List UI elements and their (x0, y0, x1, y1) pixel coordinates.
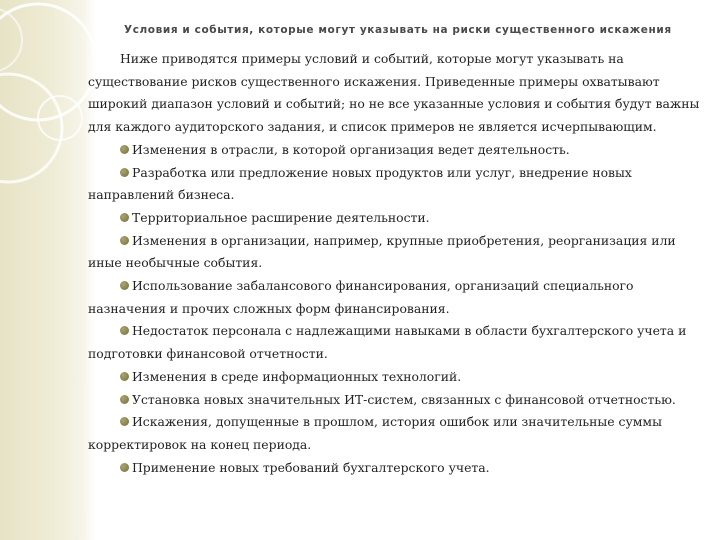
bullet-text: Недостаток персонала с надлежащими навыками в области бухгалтерского учета и подготовки финансовой отчетности. (88, 323, 687, 362)
bullet-icon (120, 372, 129, 381)
intro-paragraph: Ниже приводятся примеры условий и событий, которые могут указывать на существование рисков существенного искажения. Приведенные примеры охватывают широкий диапазон условий и событий; но не все указанные условия и события будут важны для каждого аудиторского задания, и список примеров не является исчерпывающим. (88, 51, 700, 135)
bullet-icon (120, 463, 129, 472)
bullet-item (88, 366, 700, 389)
bullet-text: Применение новых требований бухгалтерского учета. (132, 459, 490, 475)
bullet-item (88, 320, 700, 365)
bullet-icon (120, 395, 129, 404)
bullet-list (88, 139, 700, 480)
bullet-text: Использование забалансового финансирования, организаций специального назначения и прочих сложных форм финансирования. (88, 278, 634, 316)
bullet-icon (120, 326, 129, 335)
bullet-icon (120, 281, 129, 290)
slide-title: Условия и события, которые могут указывать на риски существенного искажения (124, 24, 672, 36)
bullet-text: Искажения, допущенные в прошлом, история ошибок или значительные суммы корректировок на конец периода. (88, 414, 662, 452)
bullet-icon (120, 213, 129, 222)
bullet-text: Изменения в отрасли, в которой организация ведет деятельность. (132, 141, 570, 157)
bullet-text: Разработка или предложение новых продуктов или услуг, внедрение новых направлений бизнеса. (88, 164, 632, 203)
bullet-item (88, 457, 700, 480)
bullet-item (88, 139, 700, 162)
bullet-icon (120, 168, 129, 177)
bullet-text: Изменения в среде информационных технологий. (132, 368, 462, 384)
bullet-text: Изменения в организации, например, крупные приобретения, реорганизация или иные необычные события. (88, 232, 676, 271)
bullet-item (88, 411, 700, 456)
bullet-item (88, 275, 700, 320)
bullet-icon (120, 417, 129, 426)
slide-content (88, 48, 700, 479)
bullet-item (88, 207, 700, 230)
bullet-text: Установка новых значительных ИТ-систем, связанных с финансовой отчетностью. (132, 391, 676, 407)
bullet-icon (120, 236, 129, 245)
bullet-item (88, 230, 700, 275)
bullet-item (88, 162, 700, 207)
bullet-text: Территориальное расширение деятельности. (132, 209, 430, 225)
bullet-item (88, 389, 700, 412)
bullet-icon (120, 145, 129, 154)
